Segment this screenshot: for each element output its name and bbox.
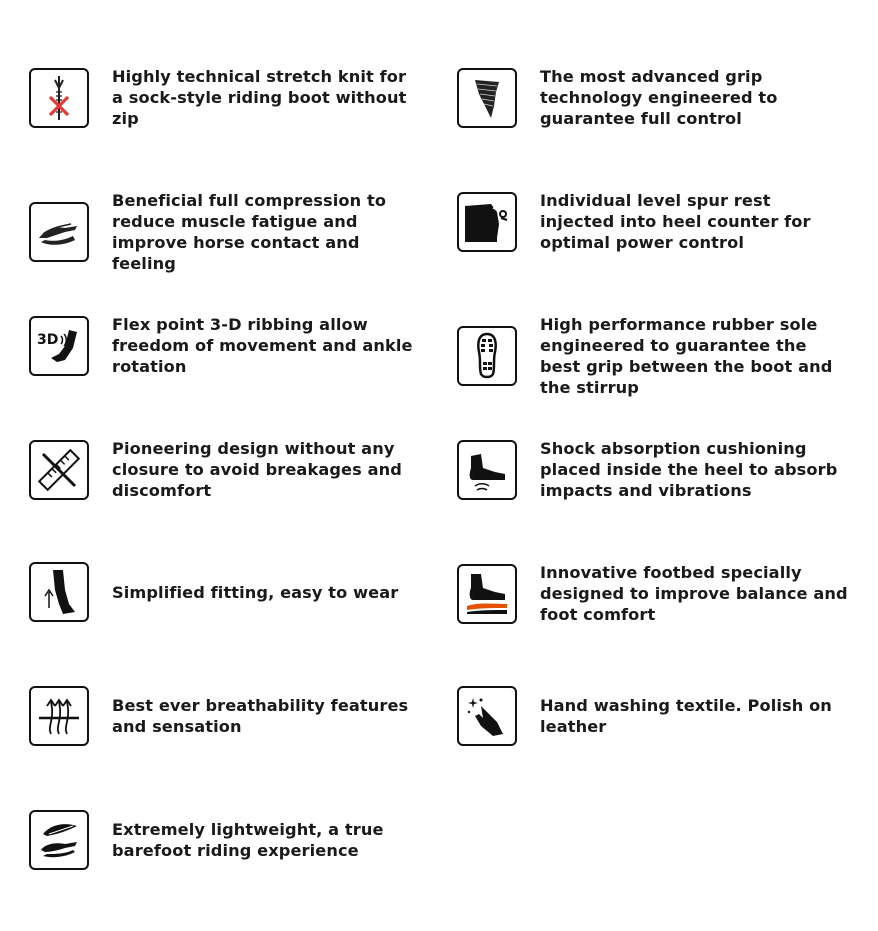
feature-grip bbox=[457, 66, 850, 129]
feature-hand-wash bbox=[457, 686, 850, 746]
feature-text: Extremely lightweight, a true barefoot riding experience bbox=[112, 820, 384, 860]
feature-no-closure bbox=[29, 438, 422, 501]
3d-ribbing-icon bbox=[29, 316, 89, 376]
spur-rest-icon bbox=[457, 192, 517, 252]
feature-text: Best ever breathability features and sensation bbox=[112, 696, 409, 736]
feature-text: Hand washing textile. Polish on leather bbox=[540, 696, 832, 736]
feature-breathability bbox=[29, 686, 422, 746]
lightweight-icon bbox=[29, 810, 89, 870]
feature-text: Beneficial full compression to reduce muscle fatigue and improve horse contact and feeling bbox=[112, 191, 387, 273]
feature-shock-absorption bbox=[457, 438, 850, 501]
compression-icon bbox=[29, 202, 89, 262]
no-zip-icon bbox=[29, 68, 89, 128]
footbed-icon bbox=[457, 564, 517, 624]
feature-text: Shock absorption cushioning placed inside the heel to absorb impacts and vibrations bbox=[540, 439, 838, 500]
feature-text: Innovative footbed specially designed to improve balance and foot comfort bbox=[540, 563, 848, 624]
no-closure-icon bbox=[29, 440, 89, 500]
feature-rubber-sole bbox=[457, 314, 850, 398]
feature-text: High performance rubber sole engineered to guarantee the best grip between the boot and the stirrup bbox=[540, 315, 833, 397]
feature-text: The most advanced grip technology engineered to guarantee full control bbox=[540, 67, 778, 128]
shock-absorption-icon bbox=[457, 440, 517, 500]
feature-text: Simplified fitting, easy to wear bbox=[112, 582, 399, 602]
feature-compression bbox=[29, 190, 422, 274]
breathability-icon bbox=[29, 686, 89, 746]
feature-lightweight bbox=[29, 810, 422, 870]
feature-3d-ribbing bbox=[29, 314, 422, 377]
feature-text: Flex point 3-D ribbing allow freedom of movement and ankle rotation bbox=[112, 315, 413, 376]
easy-fit-icon bbox=[29, 562, 89, 622]
3d-label: 3D bbox=[37, 331, 59, 348]
feature-spur-rest bbox=[457, 190, 850, 253]
feature-no-zip bbox=[29, 66, 422, 129]
feature-text: Individual level spur rest injected into heel counter for optimal power control bbox=[540, 191, 811, 252]
hand-wash-icon bbox=[457, 686, 517, 746]
feature-easy-fit bbox=[29, 562, 422, 622]
feature-text: Highly technical stretch knit for a sock-style riding boot without zip bbox=[112, 67, 407, 128]
feature-footbed bbox=[457, 562, 850, 625]
rubber-sole-icon bbox=[457, 326, 517, 386]
grip-icon bbox=[457, 68, 517, 128]
feature-text: Pioneering design without any closure to avoid breakages and discomfort bbox=[112, 439, 402, 500]
